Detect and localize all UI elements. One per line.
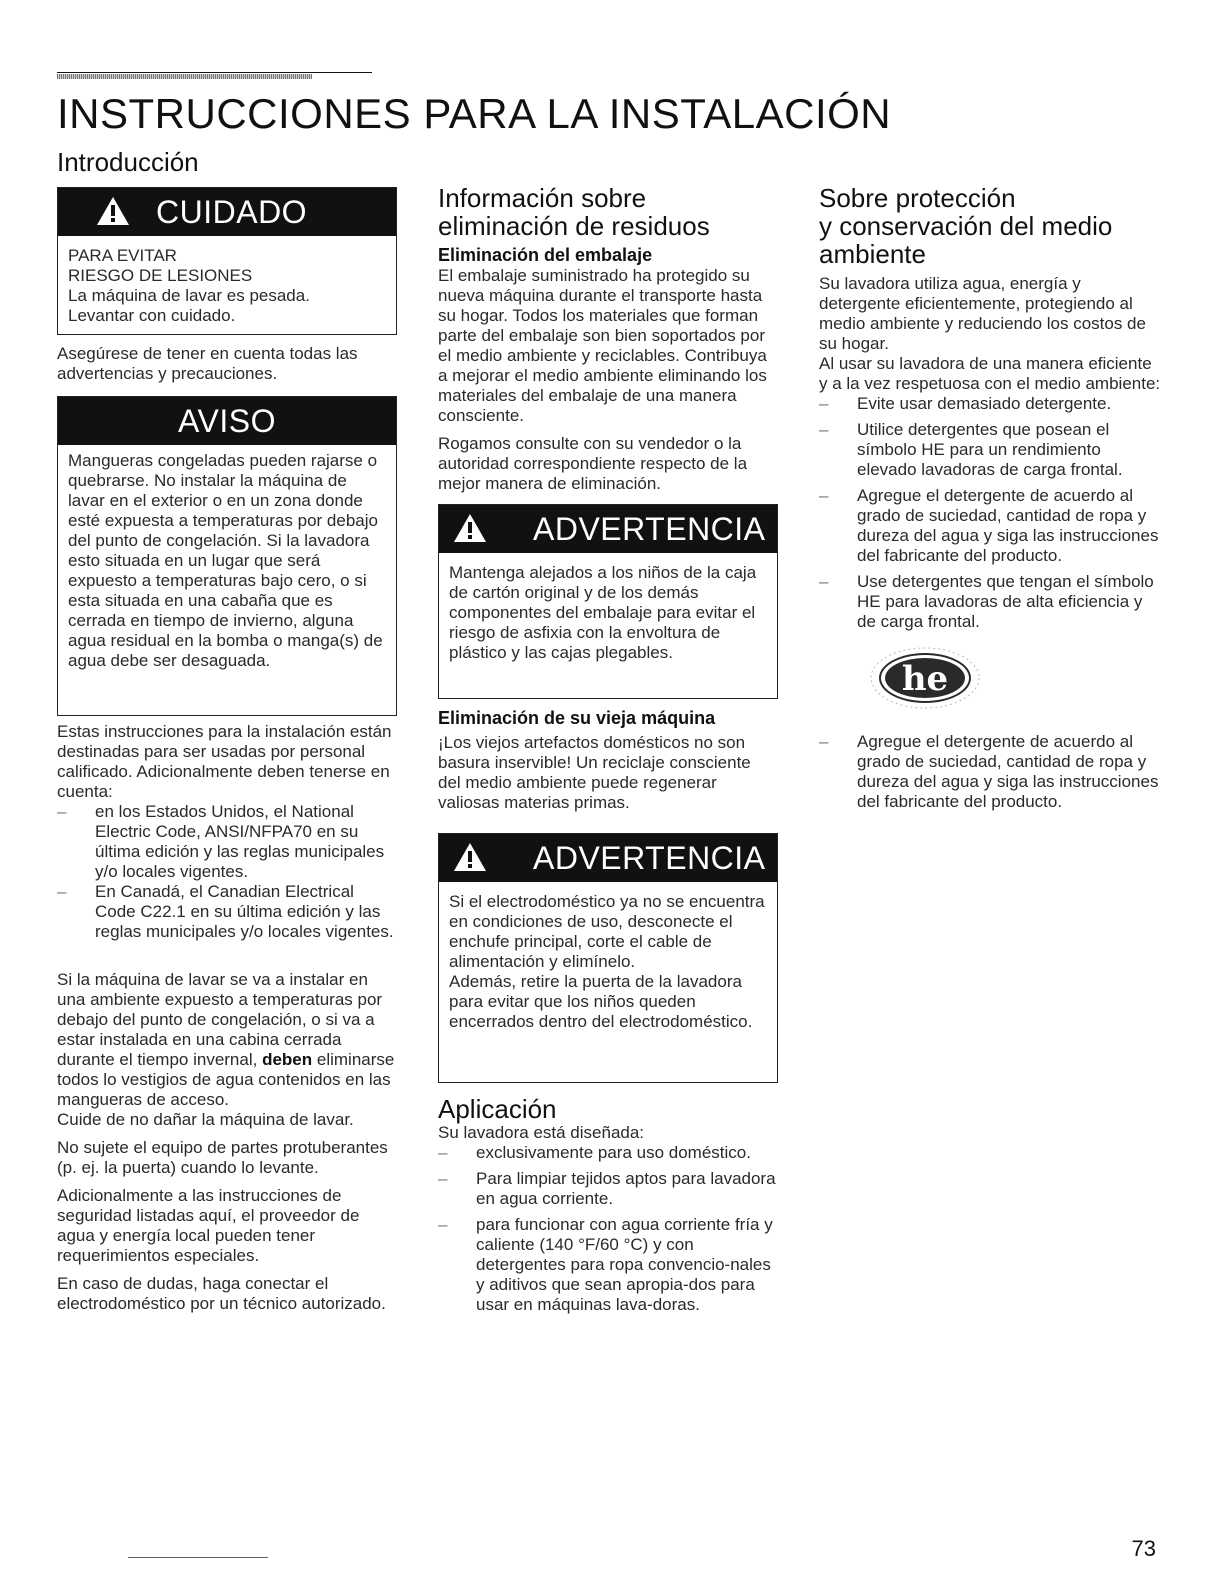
qualified-paragraph: Estas instrucciones para la instalación están destinadas para ser usadas por personal calificado. Adicionalmente deben tenerse en cuenta: — [57, 722, 392, 801]
page-number: 73 — [1131, 1536, 1156, 1561]
section-heading-introduccion: Introducción — [57, 147, 199, 177]
cuidado-line: La máquina de lavar es pesada. — [68, 286, 310, 305]
cuidado-label: CUIDADO — [156, 194, 308, 230]
list-item: – Para limpiar tejidos aptos para lavadora en agua corriente. — [438, 1169, 778, 1209]
environment-list-2 — [819, 732, 1164, 812]
list-item: – para funcionar con agua corriente fría y caliente (140 °F/60 °C) y con detergentes para ropa convencio-nales y aditivos que sean apropia-dos para usar en máquinas lava-doras. — [438, 1215, 778, 1315]
subheading-vieja-maquina: Eliminación de su vieja máquina — [438, 708, 716, 728]
environment-list — [819, 394, 1164, 632]
list-item: – Utilice detergentes que posean el símbolo HE para un rendimiento elevado lavadoras de carga frontal. — [819, 420, 1164, 480]
design-paragraph: Su lavadora está diseñada: — [438, 1123, 645, 1142]
warning-triangle-icon — [453, 842, 487, 872]
advertencia-header — [439, 505, 777, 553]
advertencia-header — [439, 834, 777, 882]
advertencia-box-1 — [438, 504, 778, 699]
dealer-paragraph: Rogamos consulte con su vendedor o la autoridad correspondiente respecto de la mejor manera de eliminación. — [438, 434, 748, 493]
intro-paragraph: Asegúrese de tener en cuenta todas las advertencias y precauciones. — [57, 344, 358, 383]
aviso-label: AVISO — [178, 403, 276, 439]
cuidado-line: PARA EVITAR — [68, 246, 177, 265]
list-item: – Agregue el detergente de acuerdo al grado de suciedad, cantidad de ropa y dureza del agua y siga las instrucciones del fabricante del producto. — [819, 486, 1164, 566]
section-heading-eliminacion: Información sobre eliminación de residuos — [438, 183, 710, 241]
footer-rule — [128, 1557, 268, 1558]
advertencia-label: ADVERTENCIA — [533, 511, 766, 547]
technician-paragraph: En caso de dudas, haga conectar el electrodoméstico por un técnico autorizado. — [57, 1274, 386, 1313]
usage-paragraph: Al usar su lavadora de una manera eficiente y a la vez respetuosa con el medio ambiente: — [819, 354, 1161, 393]
aviso-box — [57, 396, 397, 716]
aviso-header — [58, 397, 396, 445]
column-3 — [819, 184, 1164, 812]
header-rule — [57, 72, 372, 79]
efficiency-paragraph: Su lavadora utiliza agua, energía y detergente eficientemente, protegiendo al medio ambiente y reduciendo los costos de su hogar. — [819, 274, 1146, 353]
advertencia-box-2 — [438, 833, 778, 1083]
advertencia-text: Además, retire la puerta de la lavadora para evitar que los niños queden encerrados dentro del electrodoméstico. — [449, 972, 753, 1031]
he-logo-area — [819, 632, 1164, 732]
column-1 — [57, 187, 397, 1314]
application-list — [438, 1143, 778, 1315]
warning-triangle-icon — [96, 196, 130, 226]
page-title: INSTRUCCIONES PARA LA INSTALACIÓN — [57, 90, 892, 137]
list-item: – En Canadá, el Canadian Electrical Code C22.1 en su última edición y las reglas municipales y/o locales vigentes. — [57, 882, 397, 942]
cuidado-line: Levantar con cuidado. — [68, 306, 236, 325]
local-requirements-paragraph: Adicionalmente a las instrucciones de seguridad listadas aquí, el proveedor de agua y energía local pueden tener requerimientos especiales. — [57, 1186, 360, 1265]
list-item: – Evite usar demasiado detergente. — [819, 394, 1164, 414]
aviso-text: Mangueras congeladas pueden rajarse o quebrarse. No instalar la máquina de lavar en el exterior o en un zona donde esté expuesta a temperaturas por debajo del punto de congelación. Si la lavadora esto situada en un lugar que será expuesto a temperaturas bajo cero, o si esta situada en una cabaña que es cerrada en tiempo de invierno, alguna agua residual en la bomba o manga(s) de agua debe ser desaguada. — [68, 451, 383, 670]
section-heading-aplicacion: Aplicación — [438, 1094, 557, 1124]
list-item: – Agregue el detergente de acuerdo al grado de suciedad, cantidad de ropa y dureza del agua y siga las instrucciones del fabricante del producto. — [819, 732, 1164, 812]
section-heading-medio-ambiente: Sobre protección y conservación del medio ambiente — [819, 183, 1113, 269]
list-item: – en los Estados Unidos, el National Electric Code, ANSI/NFPA70 en su última edición y las reglas municipales y/o locales vigentes. — [57, 802, 397, 882]
recycling-paragraph: ¡Los viejos artefactos domésticos no son basura inservible! Un reciclaje consciente del medio ambiente puede regenerar valiosas materias primas. — [438, 733, 751, 812]
he-logo-icon — [867, 642, 987, 714]
cuidado-header — [58, 188, 396, 236]
cuidado-line: RIESGO DE LESIONES — [68, 266, 253, 285]
advertencia-text: Mantenga alejados a los niños de la caja de cartón original y de los demás componentes del embalaje para evitar el riesgo de asfixia con la envoltura de plástico y las cajas plegables. — [449, 563, 757, 662]
regulations-list — [57, 802, 397, 942]
subheading-embalaje: Eliminación del embalaje — [438, 245, 653, 265]
list-item: – exclusivamente para uso doméstico. — [438, 1143, 778, 1163]
emphasis-deben: deben — [262, 1050, 313, 1069]
care-paragraph: Cuide de no dañar la máquina de lavar. — [57, 1110, 354, 1129]
lifting-paragraph: No sujete el equipo de partes protuberantes (p. ej. la puerta) cuando lo levante. — [57, 1138, 388, 1177]
advertencia-text: Si el electrodoméstico ya no se encuentra en condiciones de uso, desconecte el enchufe principal, corte el cable de alimentación y elimínelo. — [449, 892, 765, 971]
list-item: – Use detergentes que tengan el símbolo HE para lavadoras de alta eficiencia y de carga frontal. — [819, 572, 1164, 632]
advertencia-label: ADVERTENCIA — [533, 840, 766, 876]
cuidado-box — [57, 187, 397, 335]
freezing-paragraph: Si la máquina de lavar se va a instalar en una ambiente expuesto a temperaturas por debajo del punto de congelación, o si va a estar instalada en una cabina cerrada durante el tiempo invernal, deben eliminarse todos lo vestigios de agua contenidos en las mangueras de acceso. — [57, 970, 395, 1109]
packaging-paragraph: El embalaje suministrado ha protegido su nueva máquina durante el transporte hasta su hogar. Todos los materiales que forman parte del embalaje son bien soportados por el medio ambiente y reciclables. Contribuya a mejorar el medio ambiente eliminando los materiales del embalaje de una manera consciente. — [438, 266, 767, 425]
column-2 — [438, 184, 778, 1315]
warning-triangle-icon — [453, 513, 487, 543]
svg-text:he: he — [901, 659, 949, 699]
